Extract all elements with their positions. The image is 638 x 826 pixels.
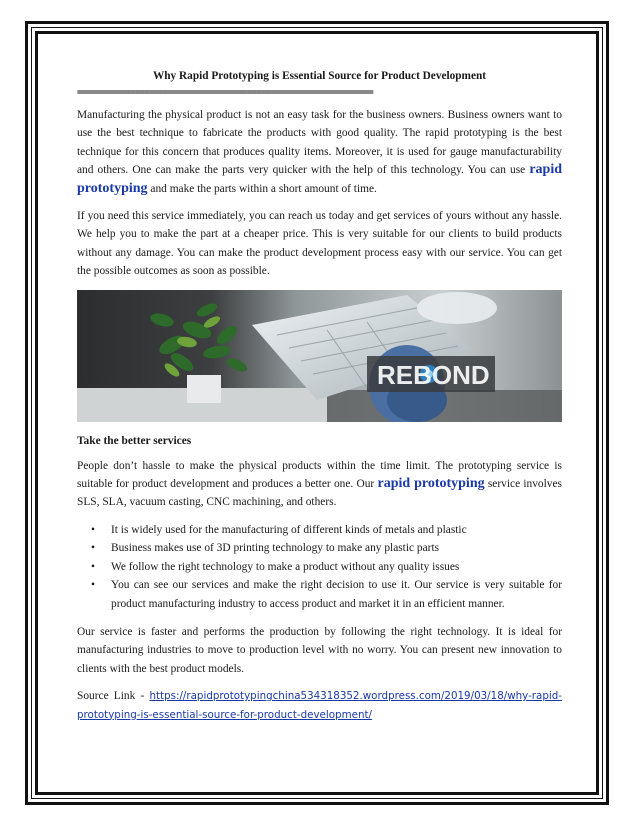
- list-item-text: It is widely used for the manufacturing of different kinds of metals and plastic: [111, 523, 467, 536]
- benefit-list: [77, 521, 562, 613]
- list-item-text: You can see our services and make the right decision to use it. Our service is very suitable for product manufacturing industry to access product and market it in an efficient manner.: [111, 579, 562, 610]
- document-title: Why Rapid Prototyping is Essential Source for Product Development: [152, 70, 487, 82]
- paragraph-prototyping: [77, 457, 562, 512]
- bullet-icon: •: [91, 579, 95, 592]
- paragraph-prototyping-text-2: service involves SLS, SLA, vacuum casting, CNC machining, and others.: [77, 478, 562, 509]
- list-item: [91, 539, 562, 557]
- list-item-text: Business makes use of 3D printing technology to make any plastic parts: [111, 542, 440, 555]
- product-photo-illustration: [77, 290, 562, 422]
- paragraph-closing: Our service is faster and performs the production by following the right technology. It is ideal for manufacturing industries to move to production level with no worry. You can present new innovation to clients with the best product models.: [77, 625, 562, 675]
- list-item: [91, 521, 562, 539]
- list-item: [91, 576, 562, 613]
- paragraph-prototyping-text-1: People don’t hassle to make the physical products within the time limit. The prototyping service is suitable for product development and produces a better one. Our: [77, 459, 562, 491]
- document-body: [77, 68, 562, 724]
- rebond-logo: REBOND: [377, 359, 490, 390]
- section-heading: Take the better services: [77, 434, 192, 447]
- keyword-rapid-prototyping-link[interactable]: rapid prototyping: [77, 162, 562, 196]
- bullet-icon: •: [91, 560, 95, 573]
- bullet-icon: •: [91, 523, 95, 536]
- paragraph-intro-text-2: and make the parts within a short amount of time.: [147, 182, 377, 195]
- title-separator: ==================================================================: [77, 87, 373, 98]
- paragraph-intro: [77, 106, 562, 198]
- source-link[interactable]: https://rapidprototypingchina534318352.wordpress.com/2019/03/18/why-rapid-prototyping-is-essential-source-for-product-development/: [77, 690, 562, 721]
- list-item: [91, 558, 562, 576]
- list-item-text: We follow the right technology to make a product without any quality issues: [111, 560, 460, 573]
- product-photo: [77, 290, 562, 422]
- paragraph-intro-text-1: Manufacturing the physical product is not an easy task for the business owners. Business owners want to use the best technique to fabricate the products with good quality. The rapid prototyping is the best technique for this concern that produces quality items. Moreover, it is used for gauge manufacturability and others. One can make the parts very quicker with the help of this technology. You can use: [77, 109, 562, 177]
- keyword-rapid-prototyping-link-2[interactable]: rapid prototyping: [377, 476, 485, 492]
- paragraph-service: If you need this service immediately, you can reach us today and get services of yours without any hassle. We help you to make the part at a cheaper price. This is very suitable for our clients to build products without any damage. You can make the product development process easy with our service. You can get the possible outcomes as soon as possible.: [77, 210, 562, 278]
- bullet-icon: •: [91, 542, 95, 555]
- source-line: [77, 687, 562, 724]
- source-label: Source Link -: [77, 690, 150, 703]
